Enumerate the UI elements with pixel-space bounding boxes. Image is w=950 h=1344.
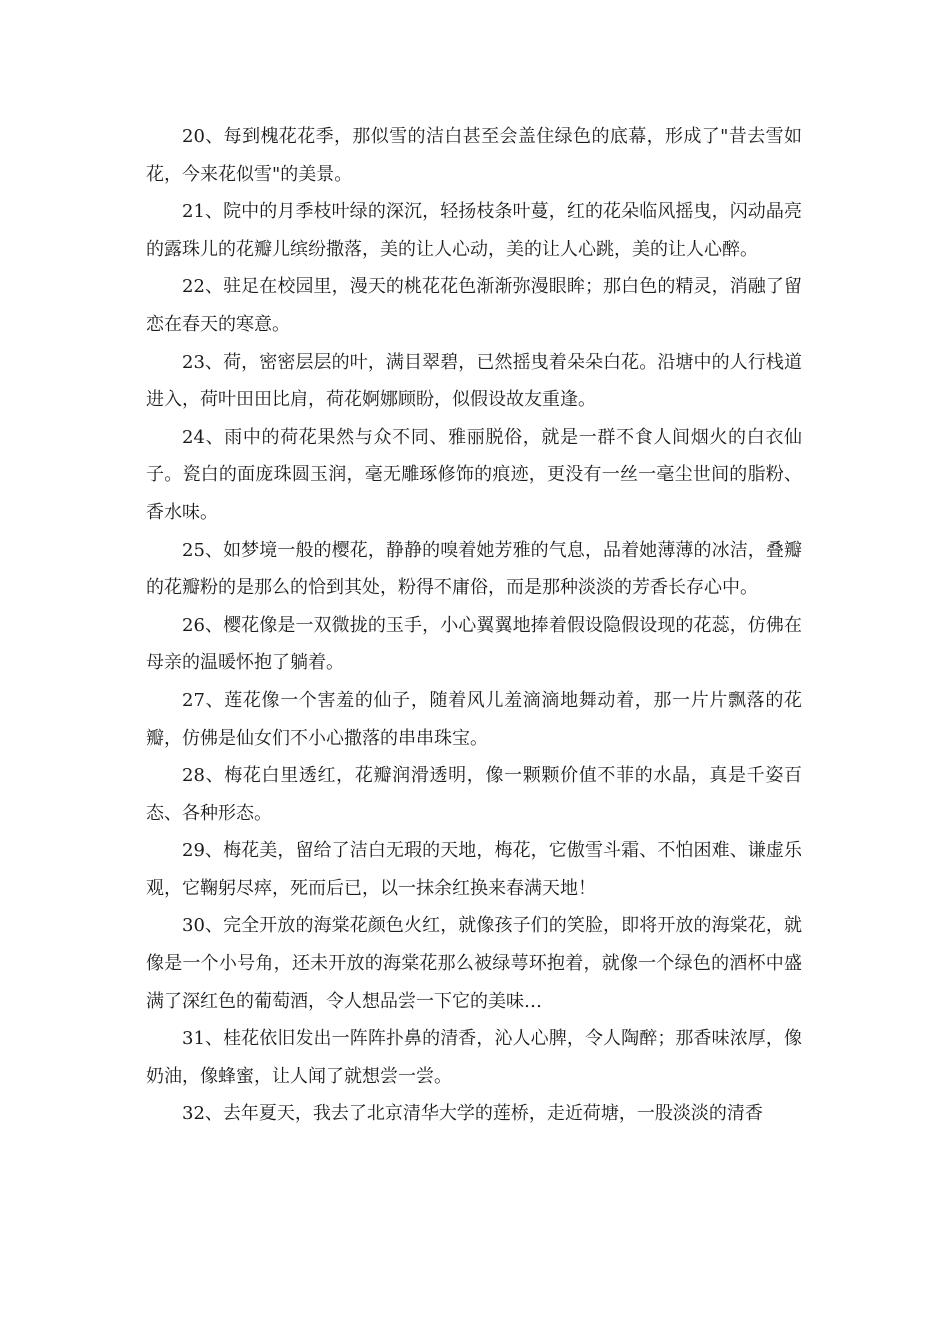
paragraph-27: 27、莲花像一个害羞的仙子，随着风儿羞滴滴地舞动着，那一片片飘落的花瓣，仿佛是仙女们不小心撒落的串串珠宝。 xyxy=(146,689,802,749)
paragraph-24: 24、雨中的荷花果然与众不同、雅丽脱俗，就是一群不食人间烟火的白衣仙子。瓷白的面庞珠圆玉润，毫无雕琢修饰的痕迹，更没有一丝一毫尘世间的脂粉、香水味。 xyxy=(146,426,802,523)
paragraph-21: 21、院中的月季枝叶绿的深沉，轻扬枝条叶蔓，红的花朵临风摇曳，闪动晶亮的露珠儿的花瓣儿缤纷撒落，美的让人心动，美的让人心跳，美的让人心醉。 xyxy=(146,201,802,260)
paragraph-20: 20、每到槐花花季，那似雪的洁白甚至会盖住绿色的底幕，形成了"昔去雪如花，今来花似雪"的美景。 xyxy=(146,126,802,185)
document-body xyxy=(146,118,802,1133)
paragraph-25: 25、如梦境一般的樱花，静静的嗅着她芳雅的气息，品着她薄薄的冰洁，叠瓣的花瓣粉的是那么的恰到其处，粉得不庸俗，而是那种淡淡的芳香长存心中。 xyxy=(146,539,802,599)
paragraph-23: 23、荷，密密层层的叶，满目翠碧，已然摇曳着朵朵白花。沿塘中的人行栈道进入，荷叶田田比肩，荷花婀娜顾盼，似假设故友重逢。 xyxy=(146,351,802,411)
paragraph-32: 32、去年夏天，我去了北京清华大学的莲桥，走近荷塘，一股淡淡的清香 xyxy=(182,1103,763,1125)
paragraph-26: 26、樱花像是一双微拢的玉手，小心翼翼地捧着假设隐假设现的花蕊，仿佛在母亲的温暖怀抱了躺着。 xyxy=(146,614,802,674)
paragraph-29: 29、梅花美，留给了洁白无瑕的天地，梅花，它傲雪斗霜、不怕困难、谦虚乐观，它鞠躬尽瘁，死而后已，以一抹余红换来春满天地！ xyxy=(146,840,802,899)
paragraph-22: 22、驻足在校园里，漫天的桃花花色渐渐弥漫眼眸；那白色的精灵，消融了留恋在春天的寒意。 xyxy=(146,276,802,335)
paragraph-31: 31、桂花依旧发出一阵阵扑鼻的清香，沁人心脾，令人陶醉；那香味浓厚，像奶油，像蜂蜜，让人闻了就想尝一尝。 xyxy=(146,1028,802,1087)
paragraph-30: 30、完全开放的海棠花颜色火红，就像孩子们的笑脸，即将开放的海棠花，就像是一个小号角，还未开放的海棠花那么被绿萼环抱着，就像一个绿色的酒杯中盛满了深红色的葡萄酒，令人想品尝一下它的美味… xyxy=(146,915,802,1012)
paragraph-28: 28、梅花白里透红，花瓣润滑透明，像一颗颗价值不菲的水晶，真是千姿百态、各种形态。 xyxy=(146,765,802,824)
